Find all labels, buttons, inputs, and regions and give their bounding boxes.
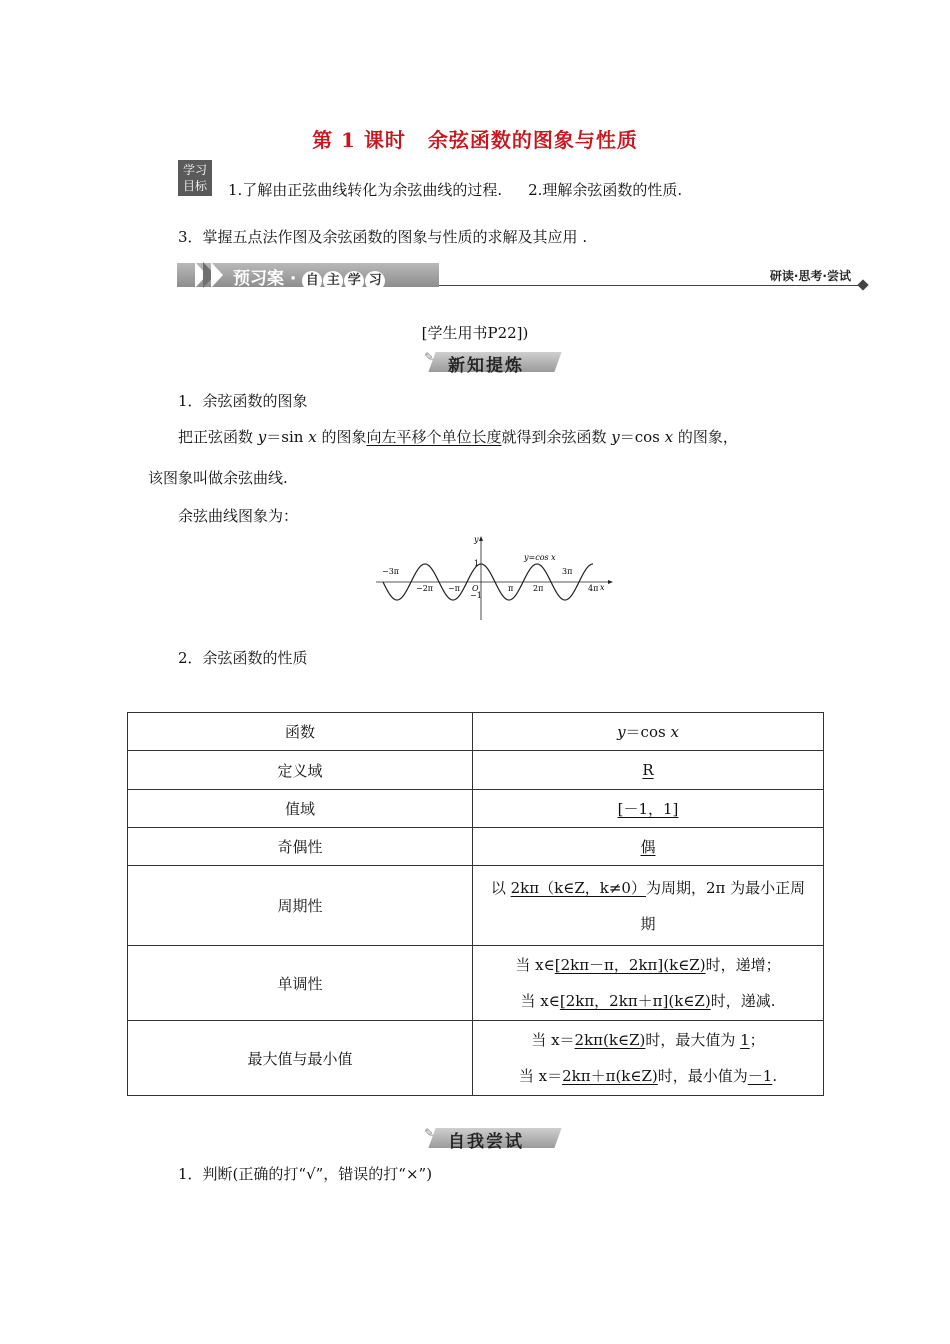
tick-label: 2π [533, 584, 544, 593]
underlined-answer: R [642, 761, 654, 779]
cosine-graph [374, 534, 614, 624]
text: 时，递增； [705, 956, 781, 974]
text: ＝cos [619, 428, 665, 446]
item1-paragraph [178, 426, 738, 447]
table-row [128, 828, 824, 866]
item2-heading: 2．余弦函数的性质 [178, 649, 308, 667]
badge-line-2: 目标 [182, 179, 207, 193]
text: 就得到余弦函数 [501, 428, 612, 446]
row-label: 单调性 [128, 946, 473, 1021]
properties-table [127, 712, 824, 1096]
text: ＝sin [266, 428, 309, 446]
tick-label: 4π [588, 584, 599, 593]
tick-label: −3π [382, 567, 400, 576]
text: 时，最小值为 [657, 1067, 748, 1085]
tick-label: −2π [416, 584, 434, 593]
chevron-icon-3 [211, 262, 223, 288]
y-axis-label: y [474, 535, 479, 544]
monotonic-decreasing [481, 983, 815, 1019]
table-row [128, 1021, 824, 1096]
section-tag-new-knowledge [424, 350, 564, 374]
table-row [128, 751, 824, 790]
y-axis-arrow-icon [479, 536, 483, 541]
goal-2: 2.理解余弦函数的性质. [528, 181, 683, 199]
leaf-icon: ✎ [424, 350, 435, 364]
item1-heading: 1．余弦函数的图象 [178, 392, 308, 410]
period-line-2: 期 [640, 914, 656, 933]
row-value [473, 713, 824, 751]
banner-title [233, 264, 386, 291]
banner-dot: · [289, 269, 297, 289]
row-value [473, 828, 824, 866]
row-label: 值域 [128, 790, 473, 828]
underlined-answer: (k∈Z) [668, 992, 711, 1010]
monotonic-increasing [481, 947, 815, 983]
maximum-value [481, 1022, 815, 1058]
table-row [128, 790, 824, 828]
text: 把正弦函数 [178, 428, 258, 446]
text: 时，递减. [710, 992, 776, 1010]
var-y: y [257, 428, 267, 446]
underlined-answer: [2kπ－π，2kπ] [554, 956, 664, 974]
section-tag-label: 新知提炼 [448, 356, 524, 376]
underlined-answer: 2kπ（k∈Z，k≠0） [510, 878, 646, 897]
item1-graph-intro: 余弦曲线图象为： [178, 507, 299, 525]
tick-label: 3π [562, 567, 573, 576]
text: 的图象， [673, 428, 738, 446]
var-x: x [308, 428, 317, 446]
preview-banner [177, 260, 867, 290]
text: ＝cos [625, 723, 671, 741]
underlined-answer: 2kπ＋π(k∈Z) [562, 1067, 658, 1085]
tick-label: −π [448, 584, 460, 593]
tick-label: π [508, 584, 514, 593]
period-line-1 [481, 870, 815, 906]
table-row [128, 866, 824, 946]
banner-text: 预习案 [233, 269, 284, 289]
text: 的图象 [316, 428, 367, 446]
underlined-answer: 向左平移个单位长度 [366, 428, 502, 446]
text: 当 x∈ [515, 956, 555, 974]
banner-subtitle: 研读·思考·尝试 [769, 269, 851, 283]
var-x: x [670, 723, 679, 741]
table-row [128, 713, 824, 751]
banner-rule [439, 285, 861, 286]
banner-char: 自 [302, 271, 322, 291]
lesson-title [0, 124, 950, 153]
underlined-answer: (k∈Z) [663, 956, 706, 974]
underlined-answer: [－1，1] [617, 800, 679, 818]
text: 当 x＝ [518, 1067, 563, 1085]
row-label: 最大值与最小值 [128, 1021, 473, 1096]
row-value [473, 1021, 824, 1096]
row-label: 函数 [128, 713, 473, 751]
var-y: y [617, 723, 626, 741]
underlined-answer: 偶 [640, 838, 656, 856]
text: . [772, 1067, 778, 1085]
origin-label: O [472, 584, 479, 593]
row-value [473, 946, 824, 1021]
row-value [473, 751, 824, 790]
underlined-answer: 1 [740, 1031, 750, 1049]
underlined-answer: [2kπ，2kπ＋π] [559, 992, 669, 1010]
text: ； [749, 1031, 765, 1049]
x-axis-arrow-icon [608, 580, 613, 584]
banner-char: 习 [365, 271, 385, 291]
lesson-topic: 余弦函数的图象与性质 [427, 128, 638, 152]
row-value [473, 790, 824, 828]
lesson-number: 第 1 课时 [312, 128, 406, 152]
row-value [473, 866, 824, 946]
leaf-icon: ✎ [424, 1126, 435, 1140]
label-neg-one: −1 [470, 591, 482, 600]
item3-question: 1．判断(正确的打“√”，错误的打“×”) [178, 1165, 433, 1183]
x-axis-label: x [600, 583, 605, 592]
curve-label: y=cos x [524, 553, 556, 562]
section-tag-self-test [424, 1126, 564, 1150]
text: 以 [490, 878, 511, 897]
goal-3: 3．掌握五点法作图及余弦函数的图象与性质的求解及其应用 . [178, 228, 588, 246]
underlined-answer: －1 [747, 1067, 773, 1085]
book-reference: [学生用书P22]) [421, 324, 529, 342]
learning-goals-badge [178, 160, 212, 196]
row-label: 周期性 [128, 866, 473, 946]
text: 当 x＝ [531, 1031, 575, 1049]
goal-line-1 [228, 179, 682, 200]
banner-char: 主 [323, 271, 343, 291]
text: 为周期，2π 为最小正周 [645, 878, 806, 897]
var-x: x [664, 428, 674, 446]
goal-1: 1.了解由正弦曲线转化为余弦曲线的过程. [228, 181, 503, 199]
row-label: 奇偶性 [128, 828, 473, 866]
text: 当 x∈ [520, 992, 560, 1010]
banner-char: 学 [344, 271, 364, 291]
diamond-icon [857, 279, 868, 290]
minimum-value [481, 1058, 815, 1094]
badge-line-1: 学习 [182, 163, 207, 177]
item1-continuation: 该图象叫做余弦曲线. [148, 469, 288, 487]
section-tag-label: 自我尝试 [448, 1132, 524, 1152]
row-label: 定义域 [128, 751, 473, 790]
table-row [128, 946, 824, 1021]
underlined-answer: 2kπ(k∈Z) [574, 1031, 646, 1049]
text: 时，最大值为 [645, 1031, 741, 1049]
label-one: 1 [474, 559, 480, 568]
var-y: y [611, 428, 620, 446]
